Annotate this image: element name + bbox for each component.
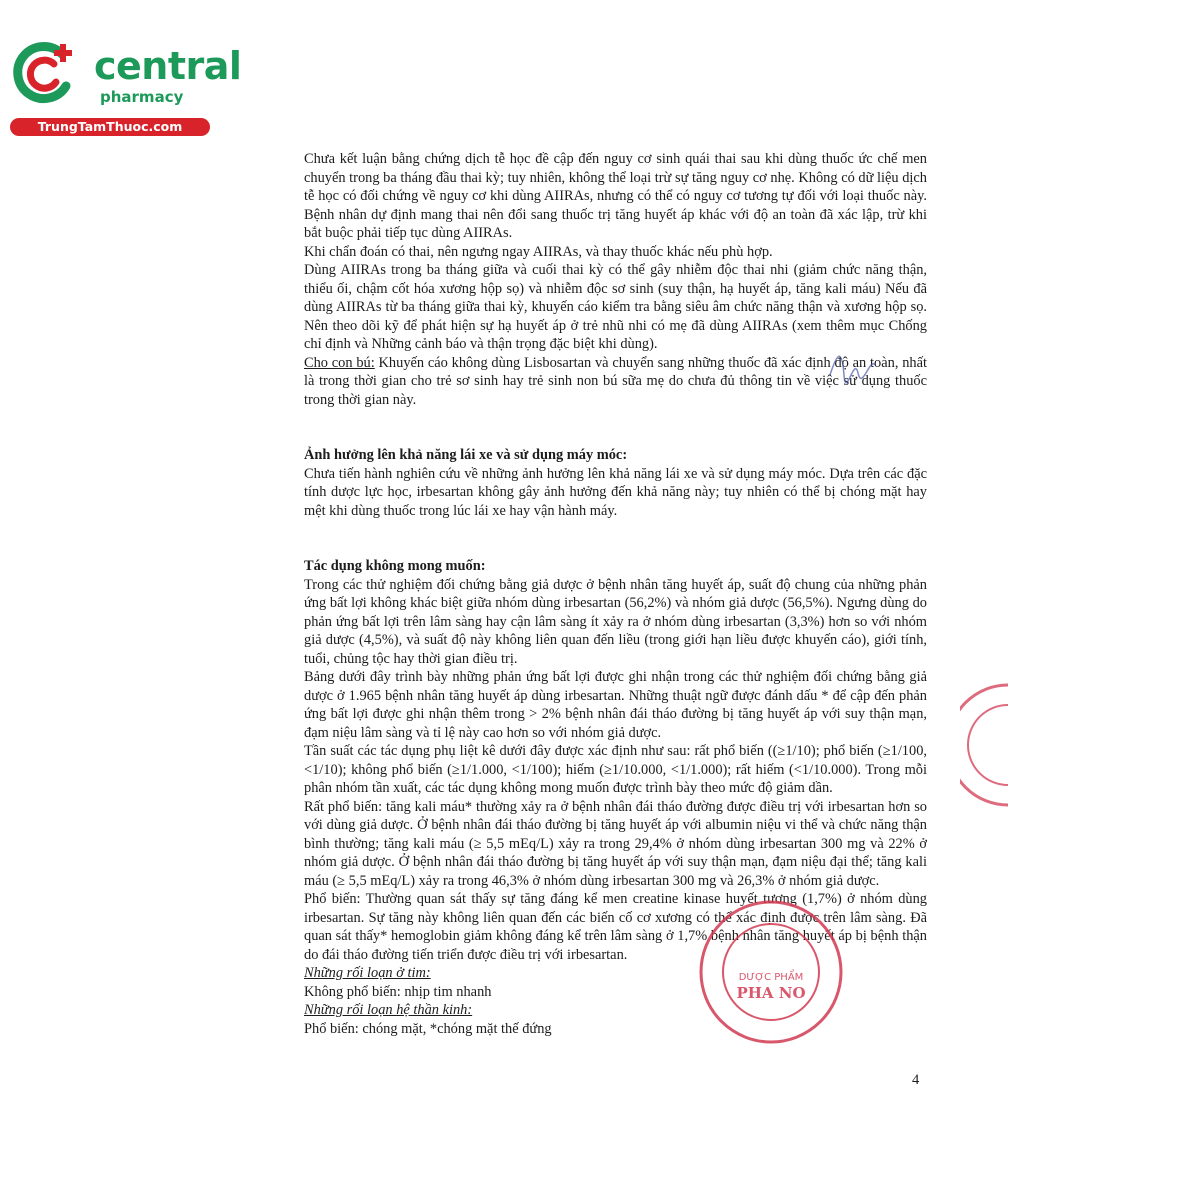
paragraph-fetal-toxicity: Dùng AIIRAs trong ba tháng giữa và cuối thai kỳ có thể gây nhiễm độc thai nhi (giảm chức năng thận, thiểu ối, chậm cốt hóa xương hộp sọ) và nhiễm độc sơ sinh (suy thận, hạ huyết áp, tăng kali máu) Nếu đã dùng AIIRAs từ ba tháng giữa thai kỳ, khuyến cáo kiểm tra bằng siêu âm chức năng thận và xương hộp sọ. Nên theo dõi kỹ để phát hiện sự hạ huyết áp ở trẻ nhũ nhi có mẹ đã dùng AIIRAs (xem thêm mục Chống chỉ định và Những cảnh báo và thận trọng đặc biệt khi dùng). xyxy=(304,262,927,352)
paragraph-stop-aiiras: Khi chẩn đoán có thai, nên ngưng ngay AIIRAs, và thay thuốc khác nếu phù hợp. xyxy=(304,243,773,260)
paragraph-adverse-5: Phổ biến: Thường quan sát thấy sự tăng đáng kể men creatine kinase huyết tương (1,7%) ở nhóm dùng irbesartan. Sự tăng này không liên quan đến các biến cố cơ xương có thể xác định được trên lâm sàng. Đã quan sát thấy* hemoglobin giảm không đáng kể trên lâm sàng ở 1,7% bệnh nhân tăng huyết áp bị bệnh thận do đái tháo đường tiến triển được điều trị với irbesartan. xyxy=(304,891,927,963)
heading-cardiac-disorders: Những rối loạn ở tim: xyxy=(304,965,431,981)
heading-adverse-effects: Tác dụng không mong muốn: xyxy=(304,558,486,574)
breastfeeding-label: Cho con bú: xyxy=(304,354,375,371)
paragraph-cardiac: Không phổ biến: nhịp tim nhanh xyxy=(304,983,492,1000)
paragraph-driving: Chưa tiến hành nghiên cứu về những ảnh hưởng lên khả năng lái xe và sử dụng máy móc. Dựa trên các đặc tính dược lực học, irbesartan không gây ảnh hưởng đến khả năng này; tuy nhiên có thể bị chóng mặt hay mệt khi dùng thuốc trong lúc lái xe hay vận hành máy. xyxy=(304,465,927,519)
stamp-line-1: DƯỢC PHẨM xyxy=(738,972,804,983)
paragraph-teratogenic-risk: Chưa kết luận bằng chứng dịch tễ học đề cập đến nguy cơ sinh quái thai sau khi dùng thuốc ức chế men chuyển trong ba tháng đầu thai kỳ; tuy nhiên, không thể loại trừ sự tăng nguy cơ nhẹ. Không có dữ liệu dịch tễ học có đối chứng về nguy cơ khi dùng AIIRAs, nhưng có thể có nguy cơ tương tự đối với loại thuốc này. Bệnh nhân dự định mang thai nên đổi sang thuốc trị tăng huyết áp khác với độ an toàn đã xác lập, trừ khi bắt buộc phải tiếp tục dùng AIIRAs. xyxy=(304,151,927,241)
paragraph-adverse-1: Trong các thử nghiệm đối chứng bằng giả dược ở bệnh nhân tăng huyết áp, suất độ chung của những phản ứng bất lợi không khác biệt giữa nhóm dùng irbesartan (56,2%) và nhóm giả dược (56,5%). Ngưng dùng do phản ứng bất lợi trên lâm sàng hay cận lâm sàng ít xảy ra ở nhóm dùng irbesartan (3,3%) hơn so với nhóm giả dược (4,5%), và suất độ này không liên quan đến liều (trong giới hạn liều được khuyến cáo), giới tính, tuổi, chủng tộc hay thời gian điều trị. xyxy=(304,576,927,667)
page-number: 4 xyxy=(912,1072,920,1088)
paragraph-adverse-2: Bảng dưới đây trình bày những phản ứng bất lợi được ghi nhận trong các thử nghiệm đối chứng bằng giả dược ở 1.965 bệnh nhân tăng huyết áp dùng irbesartan. Những thuật ngữ được đánh dấu * để cập đến phản ứng bất lợi được ghi nhận thêm trong > 2% bệnh nhân đái tháo đường bị tăng huyết áp với suy thận mạn, đạm niệu lâm sàng và tỉ lệ này cao hơn so với nhóm giả dược. xyxy=(304,669,927,741)
brand-subtitle: pharmacy xyxy=(100,88,184,106)
partial-stamp xyxy=(960,680,1010,810)
central-pharmacy-logo xyxy=(10,38,242,138)
company-stamp xyxy=(697,898,845,1046)
brand-name: central xyxy=(94,44,242,88)
paragraph-adverse-3: Tần suất các tác dụng phụ liệt kê dưới đây được xác định như sau: rất phổ biến ((≥1/10); phổ biến (≥1/100, <1/10); không phổ biến (≥1/1.000, <1/100); hiếm (≥1/10.000, <1/1.000); rất hiếm (<1/10.000). Trong mỗi phân nhóm tần xuất, các tác dụng không mong muốn được trình bày theo mức độ giảm dần. xyxy=(304,743,927,796)
stamp-line-2: PHA NO xyxy=(736,984,806,1002)
brand-website: TrungTamThuoc.com xyxy=(10,118,210,136)
heading-nervous-disorders: Những rối loạn hệ thần kinh: xyxy=(304,1002,473,1018)
central-pharmacy-logo-icon xyxy=(10,38,80,108)
paragraph-adverse-4: Rất phổ biến: tăng kali máu* thường xảy ra ở bệnh nhân đái tháo đường được điều trị với irbesartan hơn so với dùng giả dược. Ở bệnh nhân đái tháo đường bị tăng huyết áp với albumin niệu vi thể và chức năng thận bình thường; tăng kali máu (≥ 5,5 mEq/L) xảy ra trong 29,4% ở nhóm dùng irbesartan 300 mg và 22% ở nhóm giả dược. Ở bệnh nhân đái tháo đường bị tăng huyết áp với suy thận mạn, đạm niệu đại thể; tăng kali máu (≥ 5,5 mEq/L) xảy ra trong 46,3% ở nhóm dùng irbesartan 300 mg và 26,3% ở nhóm giả dược. xyxy=(304,798,927,889)
signature-mark xyxy=(820,345,880,385)
heading-driving: Ảnh hưởng lên khả năng lái xe và sử dụng máy móc: xyxy=(304,447,628,463)
paragraph-nervous: Phổ biến: chóng mặt, *chóng mặt thế đứng xyxy=(304,1020,552,1037)
breastfeeding-text: Khuyến cáo không dùng Lisbosartan và chuyển sang những thuốc đã xác định độ an toàn, nhất là trong thời gian cho trẻ sơ sinh hay trẻ sinh non bú sữa mẹ do chưa đủ thông tin về việc sử dụng thuốc trong thời gian này. xyxy=(304,354,927,408)
